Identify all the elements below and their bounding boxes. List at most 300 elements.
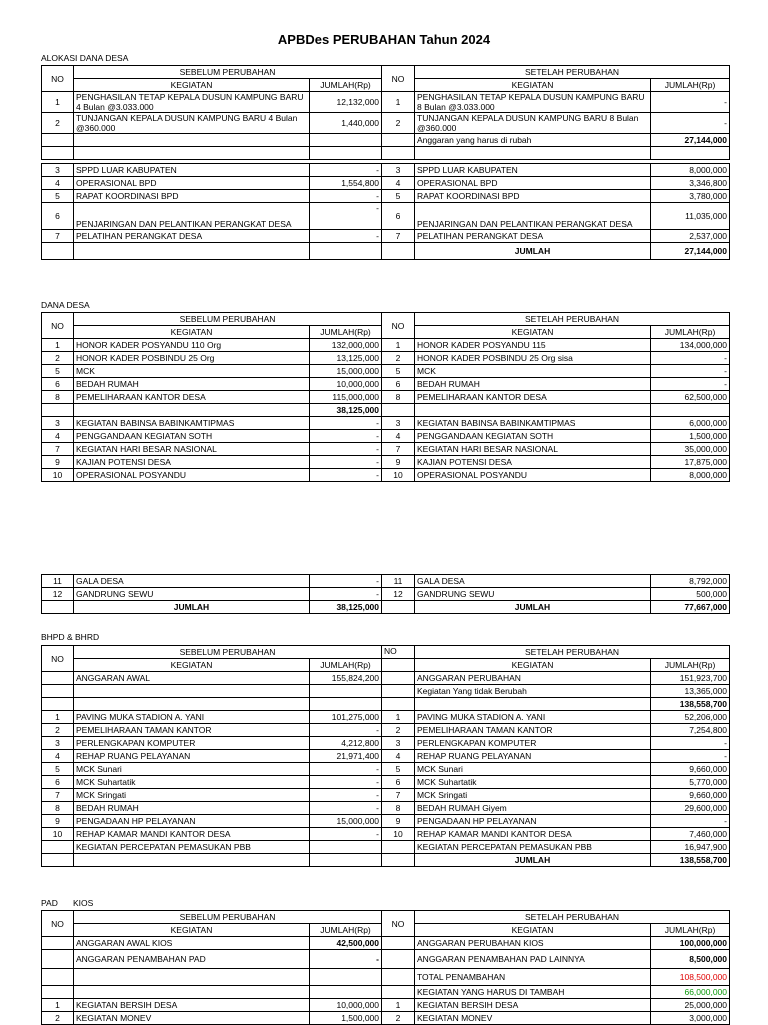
header-no: NO bbox=[382, 66, 415, 92]
table-row bbox=[42, 588, 730, 601]
row-kegiatan: HONOR KADER POSYANDU 110 Org bbox=[74, 339, 310, 352]
tidak-berubah-value: 13,365,000 bbox=[651, 685, 730, 698]
header-kegiatan: KEGIATAN bbox=[74, 326, 310, 339]
header-sebelum: SEBELUM PERUBAHAN bbox=[74, 66, 382, 79]
row-jumlah: 101,275,000 bbox=[310, 711, 382, 724]
row-jumlah: - bbox=[310, 828, 382, 841]
header-no: NO bbox=[382, 911, 415, 937]
table-row bbox=[42, 378, 730, 391]
row-no: 5 bbox=[42, 365, 74, 378]
perubahan-kios-label: ANGGARAN PERUBAHAN KIOS bbox=[415, 937, 651, 950]
table-row bbox=[42, 456, 730, 469]
row-no: 4 bbox=[42, 177, 74, 190]
total-value: 27,144,000 bbox=[651, 243, 730, 260]
row-kegiatan: TUNJANGAN KEPALA DUSUN KAMPUNG BARU 8 Bulan @360.000 bbox=[415, 113, 651, 134]
table-row bbox=[42, 230, 730, 243]
total-row bbox=[42, 601, 730, 614]
table-row bbox=[42, 999, 730, 1012]
row-jumlah: 500,000 bbox=[651, 588, 730, 601]
table-row bbox=[42, 711, 730, 724]
table-row bbox=[42, 575, 730, 588]
row-jumlah: 12,132,000 bbox=[310, 92, 382, 113]
row-kegiatan: PERLENGKAPAN KOMPUTER bbox=[415, 737, 651, 750]
row-kegiatan: HONOR KADER POSBINDU 25 Org bbox=[74, 352, 310, 365]
row-no: 3 bbox=[42, 164, 74, 177]
row-kegiatan: MCK Suhartatik bbox=[415, 776, 651, 789]
row-kegiatan: MCK bbox=[415, 365, 651, 378]
row-no: 1 bbox=[382, 92, 415, 113]
page-title: APBDes PERUBAHAN Tahun 2024 bbox=[277, 32, 491, 47]
subtotal-value: 38,125,000 bbox=[310, 404, 382, 417]
row-jumlah: - bbox=[310, 230, 382, 243]
row-jumlah: - bbox=[651, 750, 730, 763]
table-row bbox=[42, 164, 730, 177]
header-no: NO bbox=[42, 313, 74, 339]
row-no: 4 bbox=[42, 430, 74, 443]
row-jumlah: - bbox=[310, 575, 382, 588]
table-row bbox=[42, 828, 730, 841]
row-kegiatan: REHAP RUANG PELAYANAN bbox=[415, 750, 651, 763]
tambah-value: 66,000,000 bbox=[651, 986, 730, 999]
row-jumlah: 15,000,000 bbox=[310, 365, 382, 378]
table-row bbox=[42, 937, 730, 950]
row-no: 11 bbox=[382, 575, 415, 588]
row-jumlah bbox=[310, 841, 382, 854]
row-jumlah: 4,212,800 bbox=[310, 737, 382, 750]
header-setelah: SETELAH PERUBAHAN bbox=[415, 646, 730, 659]
row-no: 4 bbox=[382, 177, 415, 190]
row-no: 3 bbox=[382, 737, 415, 750]
row-kegiatan: PAVING MUKA STADION A. YANI bbox=[415, 711, 651, 724]
header-no: NO bbox=[42, 646, 74, 672]
row-jumlah: 62,500,000 bbox=[651, 391, 730, 404]
row-kegiatan: PEMELIHARAAN TAMAN KANTOR bbox=[74, 724, 310, 737]
row-jumlah: - bbox=[310, 469, 382, 482]
row-jumlah: 9,660,000 bbox=[651, 789, 730, 802]
row-no: 8 bbox=[42, 802, 74, 815]
row-no: 6 bbox=[382, 776, 415, 789]
table-row bbox=[42, 430, 730, 443]
section-label-add: ALOKASI DANA DESA bbox=[41, 53, 129, 63]
table-row bbox=[42, 339, 730, 352]
row-no: 10 bbox=[42, 828, 74, 841]
tambah-label: KEGIATAN YANG HARUS DI TAMBAH bbox=[415, 986, 651, 999]
table-row bbox=[42, 1012, 730, 1025]
row-kegiatan: MCK Sunari bbox=[415, 763, 651, 776]
table-row bbox=[42, 950, 730, 969]
row-jumlah: 115,000,000 bbox=[310, 391, 382, 404]
row-no: 2 bbox=[42, 1012, 74, 1025]
row-kegiatan: MCK Sringati bbox=[74, 789, 310, 802]
table-row bbox=[42, 841, 730, 854]
row-no: 1 bbox=[382, 711, 415, 724]
row-kegiatan: OPERASIONAL BPD bbox=[415, 177, 651, 190]
row-jumlah: 29,600,000 bbox=[651, 802, 730, 815]
row-kegiatan: OPERASIONAL BPD bbox=[74, 177, 310, 190]
row-kegiatan: PENGGANDAAN KEGIATAN SOTH bbox=[74, 430, 310, 443]
awal-kios-label: ANGGARAN AWAL KIOS bbox=[74, 937, 310, 950]
row-kegiatan: GANDRUNG SEWU bbox=[415, 588, 651, 601]
row-no: 11 bbox=[42, 575, 74, 588]
row-no: 10 bbox=[382, 469, 415, 482]
row-jumlah: - bbox=[310, 443, 382, 456]
row-kegiatan: BEDAH RUMAH bbox=[74, 802, 310, 815]
header-jumlah: JUMLAH(Rp) bbox=[651, 79, 730, 92]
row-jumlah: - bbox=[651, 378, 730, 391]
row-jumlah: 2,537,000 bbox=[651, 230, 730, 243]
row-kegiatan: REHAP RUANG PELAYANAN bbox=[74, 750, 310, 763]
table-row bbox=[42, 802, 730, 815]
row-jumlah: 17,875,000 bbox=[651, 456, 730, 469]
row-jumlah: 21,971,400 bbox=[310, 750, 382, 763]
row-no: 8 bbox=[382, 802, 415, 815]
sub-value: 138,558,700 bbox=[651, 698, 730, 711]
row-no: 9 bbox=[42, 456, 74, 469]
row-kegiatan: BEDAH RUMAH bbox=[415, 378, 651, 391]
table-row bbox=[42, 134, 730, 147]
row-jumlah: - bbox=[651, 352, 730, 365]
row-kegiatan: PENJARINGAN DAN PELANTIKAN PERANGKAT DESA bbox=[415, 203, 651, 230]
table-row bbox=[42, 672, 730, 685]
header-sebelum: SEBELUM PERUBAHAN bbox=[74, 646, 382, 659]
row-kegiatan: PENGHASILAN TETAP KEPALA DUSUN KAMPUNG BARU 8 Bulan @3.033.000 bbox=[415, 92, 651, 113]
row-kegiatan: PEMELIHARAAN KANTOR DESA bbox=[415, 391, 651, 404]
row-kegiatan: KEGIATAN HARI BESAR NASIONAL bbox=[74, 443, 310, 456]
row-no: 6 bbox=[382, 378, 415, 391]
header-jumlah: JUMLAH(Rp) bbox=[310, 79, 382, 92]
row-kegiatan: OPERASIONAL POSYANDU bbox=[415, 469, 651, 482]
table-row bbox=[42, 177, 730, 190]
perubahan-value: 151,923,700 bbox=[651, 672, 730, 685]
row-jumlah: 16,947,900 bbox=[651, 841, 730, 854]
header-setelah: SETELAH PERUBAHAN bbox=[415, 313, 730, 326]
total-value: 38,125,000 bbox=[310, 601, 382, 614]
row-kegiatan: HONOR KADER POSBINDU 25 Org sisa bbox=[415, 352, 651, 365]
row-no: 7 bbox=[382, 230, 415, 243]
row-kegiatan: MCK Suhartatik bbox=[74, 776, 310, 789]
row-jumlah: 11,035,000 bbox=[651, 203, 730, 230]
row-no: 6 bbox=[382, 203, 415, 230]
header-kegiatan: KEGIATAN bbox=[415, 326, 651, 339]
header-kegiatan: KEGIATAN bbox=[74, 659, 310, 672]
row-no: 6 bbox=[42, 776, 74, 789]
row-no: 5 bbox=[382, 763, 415, 776]
total-label: JUMLAH bbox=[415, 243, 651, 260]
row-no: 10 bbox=[382, 828, 415, 841]
row-jumlah: - bbox=[651, 92, 730, 113]
row-jumlah: 9,660,000 bbox=[651, 763, 730, 776]
row-no: 9 bbox=[382, 815, 415, 828]
row-no: 7 bbox=[42, 443, 74, 456]
table-row bbox=[42, 698, 730, 711]
awal-kios-value: 42,500,000 bbox=[310, 937, 382, 950]
row-jumlah: 1,554,800 bbox=[310, 177, 382, 190]
row-kegiatan: KEGIATAN HARI BESAR NASIONAL bbox=[415, 443, 651, 456]
row-jumlah: - bbox=[651, 365, 730, 378]
row-jumlah: 8,792,000 bbox=[651, 575, 730, 588]
perubahan-label: ANGGARAN PERUBAHAN bbox=[415, 672, 651, 685]
row-kegiatan: PENGHASILAN TETAP KEPALA DUSUN KAMPUNG BARU 4 Bulan @3.033.000 bbox=[74, 92, 310, 113]
row-jumlah: - bbox=[651, 815, 730, 828]
row-kegiatan: RAPAT KOORDINASI BPD bbox=[415, 190, 651, 203]
table-row bbox=[42, 750, 730, 763]
row-jumlah: - bbox=[310, 456, 382, 469]
row-jumlah: - bbox=[310, 417, 382, 430]
row-no bbox=[382, 841, 415, 854]
row-no: 5 bbox=[42, 763, 74, 776]
row-jumlah: 3,346,800 bbox=[651, 177, 730, 190]
row-no: 7 bbox=[382, 789, 415, 802]
row-kegiatan: KEGIATAN BABINSA BABINKAMTIPMAS bbox=[415, 417, 651, 430]
row-no: 6 bbox=[42, 378, 74, 391]
row-no bbox=[42, 841, 74, 854]
table-row bbox=[42, 443, 730, 456]
row-no: 1 bbox=[42, 999, 74, 1012]
total-row bbox=[42, 854, 730, 867]
row-no: 2 bbox=[382, 113, 415, 134]
row-no: 10 bbox=[42, 469, 74, 482]
row-kegiatan: KEGIATAN MONEV bbox=[74, 1012, 310, 1025]
row-kegiatan: OPERASIONAL POSYANDU bbox=[74, 469, 310, 482]
row-no: 12 bbox=[382, 588, 415, 601]
row-kegiatan: PAVING MUKA STADION A. YANI bbox=[74, 711, 310, 724]
row-jumlah: 132,000,000 bbox=[310, 339, 382, 352]
row-jumlah: - bbox=[310, 430, 382, 443]
table-row bbox=[42, 737, 730, 750]
row-no: 4 bbox=[382, 430, 415, 443]
row-jumlah: - bbox=[310, 802, 382, 815]
row-no: 7 bbox=[42, 789, 74, 802]
row-kegiatan: PELATIHAN PERANGKAT DESA bbox=[74, 230, 310, 243]
ubah-value: 27,144,000 bbox=[651, 134, 730, 147]
row-jumlah: 10,000,000 bbox=[310, 378, 382, 391]
row-jumlah: - bbox=[310, 164, 382, 177]
table-row bbox=[42, 815, 730, 828]
row-jumlah: - bbox=[310, 190, 382, 203]
row-no: 6 bbox=[42, 203, 74, 230]
row-no: 2 bbox=[382, 724, 415, 737]
row-jumlah: 8,000,000 bbox=[651, 164, 730, 177]
row-kegiatan: KEGIATAN BERSIH DESA bbox=[74, 999, 310, 1012]
header-jumlah: JUMLAH(Rp) bbox=[651, 326, 730, 339]
section-label-pad: PAD bbox=[41, 898, 58, 908]
row-no: 3 bbox=[382, 164, 415, 177]
row-kegiatan: PENGADAAN HP PELAYANAN bbox=[74, 815, 310, 828]
row-jumlah: 7,460,000 bbox=[651, 828, 730, 841]
table-row bbox=[42, 391, 730, 404]
row-jumlah: - bbox=[310, 724, 382, 737]
row-no: 4 bbox=[382, 750, 415, 763]
row-kegiatan: KEGIATAN PERCEPATAN PEMASUKAN PBB bbox=[415, 841, 651, 854]
total-penambahan-value: 108,500,000 bbox=[651, 969, 730, 986]
section-label-dd: DANA DESA bbox=[41, 300, 90, 310]
penambahan-lain-label: ANGGARAN PENAMBAHAN PAD LAINNYA bbox=[415, 950, 651, 969]
table-row bbox=[42, 469, 730, 482]
row-kegiatan: PERLENGKAPAN KOMPUTER bbox=[74, 737, 310, 750]
header-no: NO bbox=[42, 911, 74, 937]
row-no: 7 bbox=[42, 230, 74, 243]
total-row bbox=[42, 243, 730, 260]
header-no: NO bbox=[42, 66, 74, 92]
row-jumlah: 35,000,000 bbox=[651, 443, 730, 456]
row-jumlah: - bbox=[310, 763, 382, 776]
row-kegiatan: RAPAT KOORDINASI BPD bbox=[74, 190, 310, 203]
row-kegiatan: REHAP KAMAR MANDI KANTOR DESA bbox=[74, 828, 310, 841]
row-no: 5 bbox=[382, 365, 415, 378]
header-setelah: SETELAH PERUBAHAN bbox=[415, 66, 730, 79]
row-no: 3 bbox=[42, 737, 74, 750]
row-no: 8 bbox=[42, 391, 74, 404]
row-kegiatan: HONOR KADER POSYANDU 115 bbox=[415, 339, 651, 352]
table-row bbox=[42, 92, 730, 113]
row-jumlah: - bbox=[651, 113, 730, 134]
row-no: 1 bbox=[382, 999, 415, 1012]
row-jumlah: - bbox=[310, 776, 382, 789]
row-jumlah: 1,440,000 bbox=[310, 113, 382, 134]
awal-label: ANGGARAN AWAL bbox=[74, 672, 310, 685]
penambahan-lain-value: 8,500,000 bbox=[651, 950, 730, 969]
row-no: 5 bbox=[42, 190, 74, 203]
row-no: 2 bbox=[42, 352, 74, 365]
penambahan-label: ANGGARAN PENAMBAHAN PAD bbox=[74, 950, 310, 969]
subtotal-row bbox=[42, 404, 730, 417]
header-setelah: SETELAH PERUBAHAN bbox=[415, 911, 730, 924]
row-no: 2 bbox=[42, 113, 74, 134]
tidak-berubah-label: Kegiatan Yang tidak Berubah bbox=[415, 685, 651, 698]
row-kegiatan: PEMELIHARAAN TAMAN KANTOR bbox=[415, 724, 651, 737]
header-kegiatan: KEGIATAN bbox=[415, 79, 651, 92]
row-kegiatan: KEGIATAN BERSIH DESA bbox=[415, 999, 651, 1012]
header-kegiatan: KEGIATAN bbox=[74, 924, 310, 937]
row-jumlah: 25,000,000 bbox=[651, 999, 730, 1012]
row-jumlah: 3,780,000 bbox=[651, 190, 730, 203]
section-label-bhpd: BHPD & BHRD bbox=[41, 632, 100, 642]
row-no: 2 bbox=[382, 352, 415, 365]
total-value: 77,667,000 bbox=[651, 601, 730, 614]
row-no: 1 bbox=[42, 92, 74, 113]
header-sebelum: SEBELUM PERUBAHAN bbox=[74, 911, 382, 924]
table-row bbox=[42, 776, 730, 789]
row-jumlah: 1,500,000 bbox=[310, 1012, 382, 1025]
total-penambahan-label: TOTAL PENAMBAHAN bbox=[415, 969, 651, 986]
total-value: 138,558,700 bbox=[651, 854, 730, 867]
row-kegiatan: GALA DESA bbox=[415, 575, 651, 588]
table-row bbox=[42, 986, 730, 999]
row-no: 3 bbox=[382, 417, 415, 430]
table-dana-desa-cont bbox=[41, 574, 730, 614]
table-row bbox=[42, 685, 730, 698]
row-kegiatan: GANDRUNG SEWU bbox=[74, 588, 310, 601]
row-jumlah: 1,500,000 bbox=[651, 430, 730, 443]
row-no: 1 bbox=[42, 339, 74, 352]
row-no: 8 bbox=[382, 391, 415, 404]
row-jumlah: - bbox=[310, 203, 382, 230]
table-row bbox=[42, 352, 730, 365]
header-jumlah: JUMLAH(Rp) bbox=[310, 659, 382, 672]
row-jumlah: 13,125,000 bbox=[310, 352, 382, 365]
table-row bbox=[42, 365, 730, 378]
table-dana-desa bbox=[41, 312, 730, 482]
row-jumlah: 3,000,000 bbox=[651, 1012, 730, 1025]
row-jumlah: 10,000,000 bbox=[310, 999, 382, 1012]
row-kegiatan: BEDAH RUMAH bbox=[74, 378, 310, 391]
header-kegiatan: KEGIATAN bbox=[74, 79, 310, 92]
row-no: 7 bbox=[382, 443, 415, 456]
perubahan-kios-value: 100,000,000 bbox=[651, 937, 730, 950]
row-jumlah: 6,000,000 bbox=[651, 417, 730, 430]
row-kegiatan: MCK Sunari bbox=[74, 763, 310, 776]
row-no: 12 bbox=[42, 588, 74, 601]
total-label: JUMLAH bbox=[415, 854, 651, 867]
awal-value: 155,824,200 bbox=[310, 672, 382, 685]
row-kegiatan: KEGIATAN MONEV bbox=[415, 1012, 651, 1025]
row-jumlah: 8,000,000 bbox=[651, 469, 730, 482]
row-no: 2 bbox=[42, 724, 74, 737]
table-row bbox=[42, 724, 730, 737]
row-no: 9 bbox=[382, 456, 415, 469]
header-no: NO bbox=[382, 313, 415, 339]
header-jumlah: JUMLAH(Rp) bbox=[651, 659, 730, 672]
table-row bbox=[42, 203, 730, 230]
row-jumlah: 15,000,000 bbox=[310, 815, 382, 828]
table-row bbox=[42, 417, 730, 430]
row-no: 5 bbox=[382, 190, 415, 203]
table-row bbox=[42, 789, 730, 802]
row-kegiatan: REHAP KAMAR MANDI KANTOR DESA bbox=[415, 828, 651, 841]
row-no: 1 bbox=[42, 711, 74, 724]
row-jumlah: - bbox=[651, 737, 730, 750]
row-no: 9 bbox=[42, 815, 74, 828]
ubah-label: Anggaran yang harus di rubah bbox=[415, 134, 651, 147]
table-bhpd-bhrd bbox=[41, 645, 730, 867]
row-kegiatan: GALA DESA bbox=[74, 575, 310, 588]
header-jumlah: JUMLAH(Rp) bbox=[310, 326, 382, 339]
row-kegiatan: KAJIAN POTENSI DESA bbox=[415, 456, 651, 469]
total-label: JUMLAH bbox=[415, 601, 651, 614]
row-jumlah: - bbox=[310, 789, 382, 802]
row-kegiatan: KEGIATAN PERCEPATAN PEMASUKAN PBB bbox=[74, 841, 310, 854]
row-kegiatan: TUNJANGAN KEPALA DUSUN KAMPUNG BARU 4 Bulan @360.000 bbox=[74, 113, 310, 134]
row-jumlah: 5,770,000 bbox=[651, 776, 730, 789]
table-row bbox=[42, 190, 730, 203]
row-jumlah: 52,206,000 bbox=[651, 711, 730, 724]
header-kegiatan: KEGIATAN bbox=[415, 924, 651, 937]
header-sebelum: SEBELUM PERUBAHAN bbox=[74, 313, 382, 326]
table-alokasi-dana-desa bbox=[41, 65, 730, 260]
table-row bbox=[42, 113, 730, 134]
row-kegiatan: BEDAH RUMAH Giyem bbox=[415, 802, 651, 815]
row-kegiatan: SPPD LUAR KABUPATEN bbox=[415, 164, 651, 177]
row-no: 1 bbox=[382, 339, 415, 352]
table-pad-kios bbox=[41, 910, 730, 1025]
row-kegiatan: KAJIAN POTENSI DESA bbox=[74, 456, 310, 469]
table-row bbox=[42, 969, 730, 986]
section-label-kios: KIOS bbox=[73, 898, 94, 908]
header-kegiatan: KEGIATAN bbox=[415, 659, 651, 672]
row-jumlah: 134,000,000 bbox=[651, 339, 730, 352]
table-row bbox=[42, 763, 730, 776]
total-label: JUMLAH bbox=[74, 601, 310, 614]
row-kegiatan: PENGADAAN HP PELAYANAN bbox=[415, 815, 651, 828]
row-jumlah: - bbox=[310, 588, 382, 601]
row-no: 3 bbox=[42, 417, 74, 430]
row-kegiatan: MCK bbox=[74, 365, 310, 378]
row-no: 2 bbox=[382, 1012, 415, 1025]
row-kegiatan: MCK Sringati bbox=[415, 789, 651, 802]
row-kegiatan: PENGGANDAAN KEGIATAN SOTH bbox=[415, 430, 651, 443]
header-jumlah: JUMLAH(Rp) bbox=[310, 924, 382, 937]
row-kegiatan: PEMELIHARAAN KANTOR DESA bbox=[74, 391, 310, 404]
